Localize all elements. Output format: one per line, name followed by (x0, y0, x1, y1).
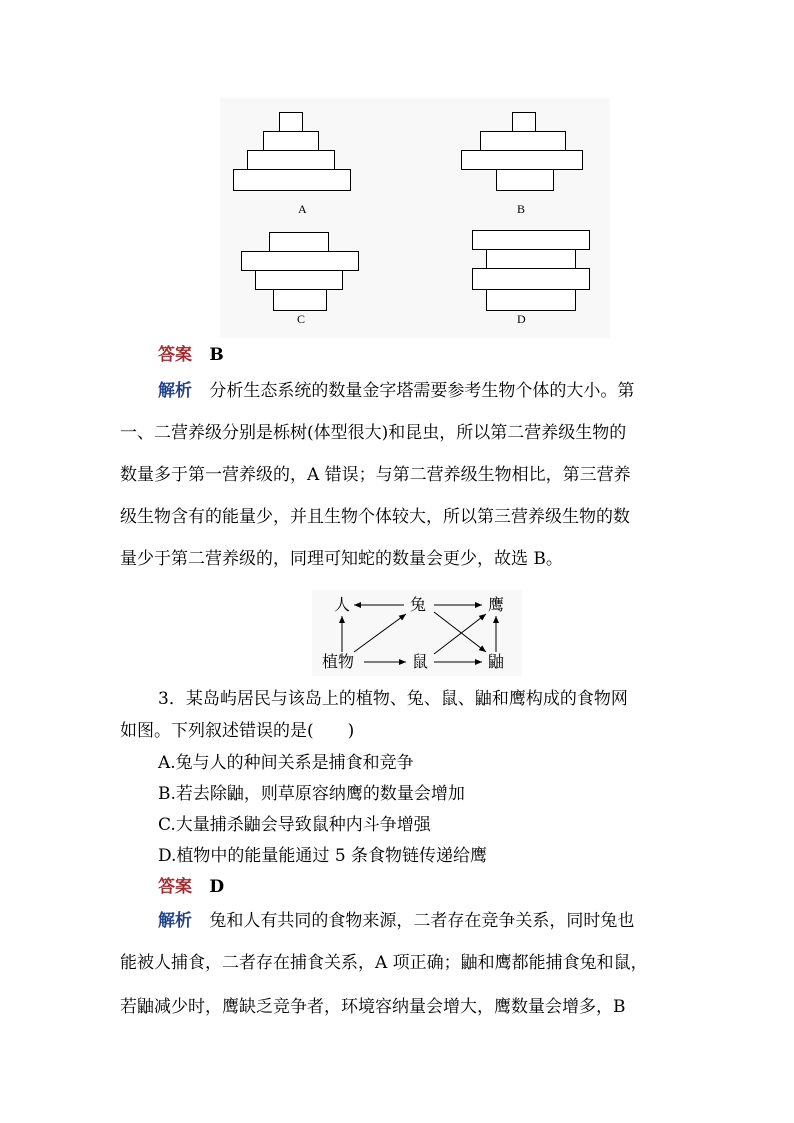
arrow-rabbit-to-weasel (434, 612, 486, 652)
pyramid-d-level-3 (486, 249, 576, 269)
pyramid-a-level-2 (247, 150, 335, 170)
node-mouse: 鼠 (412, 652, 429, 671)
q3-option-b: B.若去除鼬，则草原容纳鹰的数量会增加 (158, 784, 465, 804)
node-weasel: 鼬 (488, 652, 505, 671)
q3-stem-line-2: 如图。下列叙述错误的是( ) (120, 721, 355, 741)
q3-option-a: A.兔与人的种间关系是捕食和竞争 (158, 753, 414, 773)
pyramid-c-level-2 (255, 270, 343, 290)
explanation-text: 分析生态系统的数量金字塔需要参考生物个体的大小。第 (209, 381, 635, 401)
answer-value: D (209, 877, 225, 897)
q2-explanation-line-3: 数量多于第一营养级的，A 错误；与第二营养级生物相比，第三营养 (120, 465, 631, 485)
q3-answer (158, 876, 224, 898)
q2-explanation-line-4: 级生物含有的能量少，并且生物个体较大，所以第三营养级生物的数 (120, 507, 630, 527)
pyramid-d-level-2 (472, 268, 590, 290)
pyramid-c-level-4 (269, 232, 329, 252)
node-eagle: 鹰 (488, 595, 505, 614)
pyramid-label-d: D (517, 312, 526, 326)
explanation-label: 解析 (158, 381, 192, 401)
q3-option-c: C.大量捕杀鼬会导致鼠种内斗争增强 (158, 815, 431, 835)
pyramid-a-level-4 (279, 112, 303, 132)
pyramid-c-level-1 (273, 289, 327, 311)
food-web-diagram (312, 590, 522, 676)
pyramid-label-c: C (297, 312, 306, 326)
explanation-label: 解析 (158, 911, 192, 931)
pyramid-a-level-3 (263, 131, 319, 151)
arrow-mouse-to-eagle (434, 614, 486, 654)
pyramid-d-level-4 (472, 230, 590, 250)
pyramid-label-a: A (298, 202, 307, 216)
q3-explanation-line-2: 能被人捕食，二者存在捕食关系，A 项正确；鼬和鹰都能捕食兔和鼠， (120, 953, 648, 973)
pyramid-b-level-1 (496, 169, 554, 191)
q3-explanation-line-3: 若鼬减少时，鹰缺乏竞争者，环境容纳量会增大，鹰数量会增多，B (120, 997, 626, 1017)
q2-explanation-line-1 (158, 380, 634, 402)
q3-stem-line-1: 3．某岛屿居民与该岛上的植物、兔、鼠、鼬和鹰构成的食物网 (158, 689, 628, 709)
node-plant: 植物 (322, 652, 355, 671)
q2-explanation-line-2: 一、二营养级分别是栎树(体型很大)和昆虫，所以第二营养级生物的 (120, 423, 627, 443)
pyramid-b-level-4 (512, 112, 536, 132)
pyramid-figure (220, 98, 610, 338)
pyramid-b-level-3 (480, 131, 566, 151)
node-person: 人 (334, 595, 351, 614)
pyramid-b-level-2 (461, 150, 583, 170)
answer-label: 答案 (158, 877, 192, 897)
q3-explanation-line-1 (158, 910, 634, 932)
pyramid-c-level-3 (241, 251, 359, 271)
pyramid-label-b: B (517, 202, 526, 216)
pyramid-d-level-1 (486, 289, 576, 311)
node-rabbit: 兔 (410, 595, 427, 614)
answer-label: 答案 (158, 345, 192, 365)
pyramid-a-level-1 (233, 169, 351, 191)
q2-explanation-line-5: 量少于第二营养级的，同理可知蛇的数量会更少，故选 B。 (120, 549, 563, 569)
arrow-plant-to-rabbit (354, 614, 406, 652)
q2-answer (158, 344, 224, 366)
answer-value: B (209, 345, 224, 365)
q3-option-d: D.植物中的能量能通过 5 条食物链传递给鹰 (158, 846, 488, 866)
explanation-text: 兔和人有共同的食物来源，二者存在竞争关系，同时兔也 (209, 911, 635, 931)
